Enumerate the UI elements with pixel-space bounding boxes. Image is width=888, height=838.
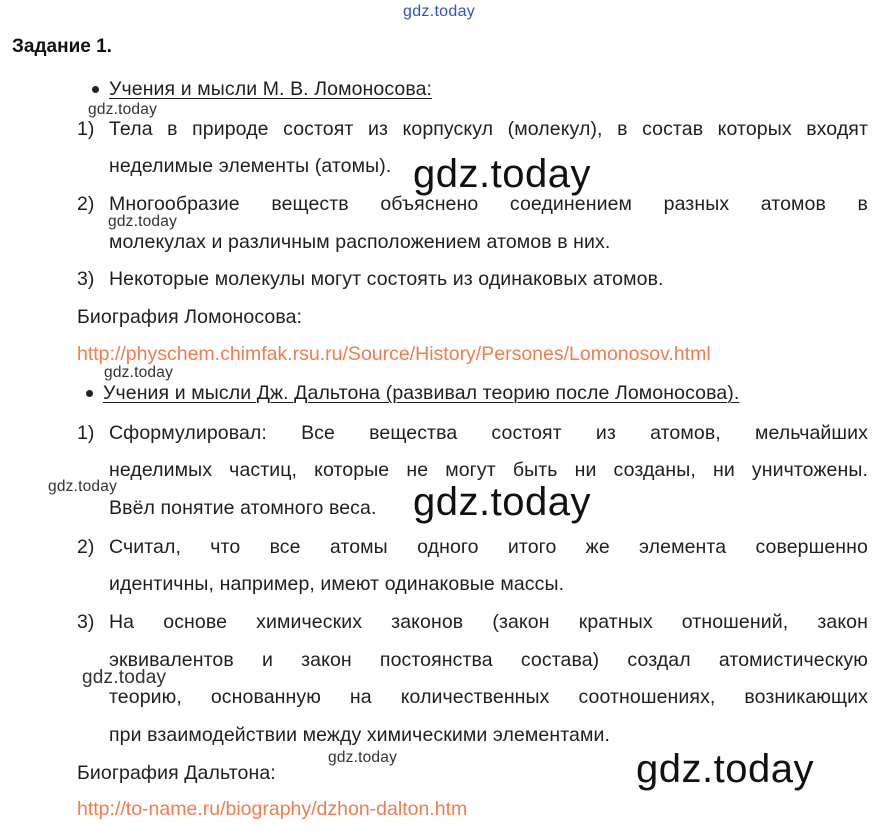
section1-item3-line1: Некоторые молекулы могут состоять из одинаковых атомов. [109,268,664,290]
watermark-small: gdz.today [48,478,118,495]
section1-item3-number: 3) [77,268,95,290]
section2-item3-line1: На основе химических законов (закон кратных отношений, закон [109,611,868,633]
section1-heading: Учения и мысли М. В. Ломоносова: [109,78,433,100]
section1-bio-label: Биография Ломоносова: [77,306,303,328]
section2-item1-line1: Сформулировал: Все вещества состоят из атомов, мельчайших [109,422,868,444]
watermark-small: gdz.today [328,749,398,766]
section1-item2-line1: Многообразие веществ объяснено соединением разных атомов в [109,193,868,215]
watermark-small: gdz.today [108,213,178,230]
section2-item1-line3: Ввёл понятие атомного веса. [109,497,377,519]
section1-item1-line2: неделимые элементы (атомы). [109,155,392,177]
section1-bio-link[interactable]: http://physchem.chimfak.rsu.ru/Source/History/Persones/Lomonosov.html [77,343,711,365]
watermark-small: gdz.today [104,364,174,381]
watermark-big: gdz.today [636,747,814,791]
section1-item1-line1: Тела в природе состоят из корпускул (молекул), в состав которых входят [109,118,868,140]
watermark-small: gdz.today [82,667,167,688]
section2-item1-line2: неделимых частиц, которые не могут быть ни созданы, ни уничтожены. [109,459,868,481]
task-title: Задание 1. [12,36,112,57]
section2-item3-number: 3) [77,611,95,633]
section2-item3-line4: при взаимодействии между химическими элементами. [109,724,611,746]
section2-item1-number: 1) [77,422,95,444]
section2-item3-line2: эквивалентов и закон постоянства состава) создал атомистическую [109,649,868,671]
bullet-icon [92,86,99,93]
section2-bio-label: Биография Дальтона: [77,762,276,784]
section2-item2-number: 2) [77,536,95,558]
watermark-big: gdz.today [413,480,591,524]
watermark-top: gdz.today [403,3,476,20]
section2-item3-line3: теорию, основанную на количественных соотношениях, возникающих [109,686,868,708]
watermark-big: gdz.today [413,152,591,196]
section1-item1-number: 1) [77,118,95,140]
bullet-icon [86,390,93,397]
section2-item2-line2: идентичны, например, имеют одинаковые массы. [109,573,565,595]
section2-item2-line1: Считал, что все атомы одного итого же элемента совершенно [109,536,868,558]
section2-bio-link[interactable]: http://to-name.ru/biography/dzhon-dalton.htm [77,798,468,820]
watermark-small: gdz.today [88,101,158,118]
section2-heading: Учения и мысли Дж. Дальтона (развивал теорию после Ломоносова). [103,382,740,404]
section1-item2-line2: молекулах и различным расположением атомов в них. [109,231,611,253]
section1-item2-number: 2) [77,193,95,215]
